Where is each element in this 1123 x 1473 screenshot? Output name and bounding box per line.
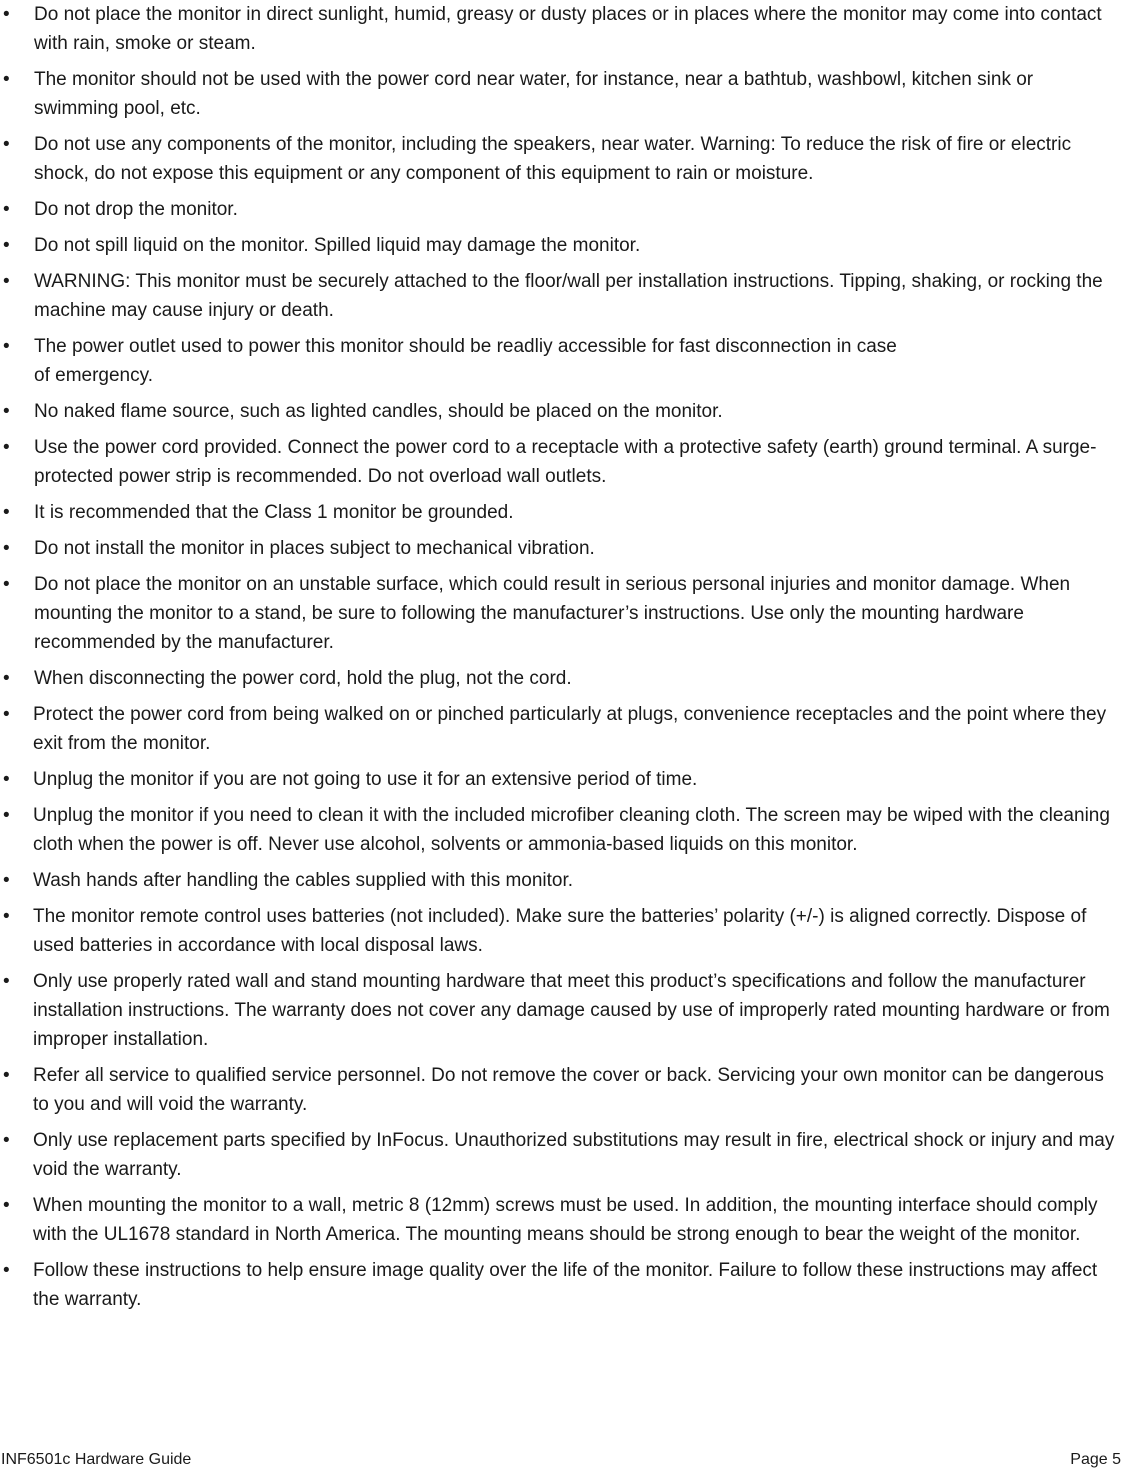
bullet-icon: • <box>3 805 10 826</box>
list-item <box>0 902 1123 960</box>
list-item-text: It is recommended that the Class 1 monitor be grounded. <box>34 502 514 523</box>
list-item-text: Do not spill liquid on the monitor. Spilled liquid may damage the monitor. <box>34 235 641 256</box>
list-item <box>0 866 1123 895</box>
bullet-icon: • <box>3 538 10 559</box>
list-item-text: Unplug the monitor if you are not going to use it for an extensive period of time. <box>33 769 698 790</box>
list-item-text: Use the power cord provided. Connect the power cord to a receptacle with a protective safety (earth) ground terminal. A surge-protected power strip is recommended. Do not overload wall outlets. <box>34 437 1097 487</box>
list-item-text: Only use replacement parts specified by InFocus. Unauthorized substitutions may result in fire, electrical shock or injury and may void the warranty. <box>33 1130 1115 1180</box>
list-item-text: Do not place the monitor on an unstable surface, which could result in serious personal injuries and monitor damage. When mounting the monitor to a stand, be sure to following the manufacturer’s instructions. Use only the mounting hardware recommended by the manufacturer. <box>34 574 1071 653</box>
bullet-icon: • <box>3 668 10 689</box>
bullet-icon: • <box>3 271 10 292</box>
list-item <box>0 1126 1123 1184</box>
list-item <box>0 700 1123 758</box>
list-item <box>0 267 1123 325</box>
list-item-text: WARNING: This monitor must be securely attached to the floor/wall per installation instructions. Tipping, shaking, or rocking the machine may cause injury or death. <box>34 271 1103 321</box>
list-item-text: Protect the power cord from being walked on or pinched particularly at plugs, convenience receptacles and the point where they exit from the monitor. <box>33 704 1107 754</box>
list-item <box>0 65 1123 123</box>
page-number: Page 5 <box>1070 1451 1121 1468</box>
bullet-icon: • <box>3 1130 10 1151</box>
list-item <box>0 195 1123 224</box>
bullet-icon: • <box>3 971 10 992</box>
list-item-text: When disconnecting the power cord, hold the plug, not the cord. <box>34 668 572 689</box>
list-item-text: When mounting the monitor to a wall, metric 8 (12mm) screws must be used. In addition, the mounting interface should comply with the UL1678 standard in North America. The mounting means should be strong enough to bear the weight of the monitor. <box>33 1195 1098 1245</box>
bullet-icon: • <box>3 574 10 595</box>
list-item-text: No naked flame source, such as lighted candles, should be placed on the monitor. <box>34 401 723 422</box>
list-item-text: The monitor remote control uses batteries (not included). Make sure the batteries’ polarity (+/-) is aligned correctly. Dispose of used batteries in accordance with local disposal laws. <box>33 906 1087 956</box>
list-item <box>0 765 1123 794</box>
list-item-text: Follow these instructions to help ensure image quality over the life of the monitor. Failure to follow these instructions may affect the warranty. <box>33 1260 1098 1310</box>
bullet-icon: • <box>3 769 10 790</box>
page-footer <box>0 1447 1123 1473</box>
list-item <box>0 1256 1123 1314</box>
list-item <box>0 231 1123 260</box>
bullet-icon: • <box>3 235 10 256</box>
list-item <box>0 130 1123 188</box>
bullet-icon: • <box>3 69 10 90</box>
list-item-continuation: of emergency. <box>34 365 153 386</box>
bullet-icon: • <box>3 1260 10 1281</box>
bullet-icon: • <box>3 502 10 523</box>
bullet-icon: • <box>3 906 10 927</box>
list-item-text: Only use properly rated wall and stand mounting hardware that meet this product’s specifications and follow the manufacturer installation instructions. The warranty does not cover any damage caused by use of improperly rated mounting hardware or from improper installation. <box>33 971 1110 1050</box>
list-item <box>0 967 1123 1054</box>
bullet-icon: • <box>3 1065 10 1086</box>
list-item-text: The monitor should not be used with the power cord near water, for instance, near a bathtub, washbowl, kitchen sink or swimming pool, etc. <box>34 69 1034 119</box>
list-item-text: Refer all service to qualified service personnel. Do not remove the cover or back. Servicing your own monitor can be dangerous to you and will void the warranty. <box>33 1065 1104 1115</box>
list-item <box>0 498 1123 527</box>
list-item <box>0 534 1123 563</box>
bullet-icon: • <box>3 134 10 155</box>
list-item-text: Wash hands after handling the cables supplied with this monitor. <box>33 870 574 891</box>
list-item <box>0 0 1123 58</box>
list-item <box>0 332 1123 390</box>
bullet-icon: • <box>3 1195 10 1216</box>
list-item <box>0 1061 1123 1119</box>
bullet-icon: • <box>3 401 10 422</box>
bullet-icon: • <box>3 704 10 725</box>
list-item-text: Do not place the monitor in direct sunlight, humid, greasy or dusty places or in places where the monitor may come into contact with rain, smoke or steam. <box>34 4 1102 54</box>
bullet-icon: • <box>3 199 10 220</box>
list-item-text: Do not install the monitor in places subject to mechanical vibration. <box>34 538 595 559</box>
list-item <box>0 1191 1123 1249</box>
list-item <box>0 664 1123 693</box>
list-item <box>0 433 1123 491</box>
list-item-text: The power outlet used to power this monitor should be readliy accessible for fast disconnection in case <box>34 336 897 357</box>
bullet-icon: • <box>3 870 10 891</box>
list-item-text: Do not use any components of the monitor, including the speakers, near water. Warning: To reduce the risk of fire or electric shock, do not expose this equipment or any component of this equipment to rain or moisture. <box>34 134 1072 184</box>
bullet-icon: • <box>3 336 10 357</box>
list-item <box>0 801 1123 859</box>
list-item-text: Unplug the monitor if you need to clean it with the included microfiber cleaning cloth. The screen may be wiped with the cleaning cloth when the power is off. Never use alcohol, solvents or ammonia-based liquids on this monitor. <box>33 805 1110 855</box>
list-item <box>0 570 1123 657</box>
guide-title: INF6501c Hardware Guide <box>1 1451 192 1468</box>
list-item <box>0 397 1123 426</box>
list-item-text: Do not drop the monitor. <box>34 199 238 220</box>
bullet-icon: • <box>3 4 10 25</box>
bullet-icon: • <box>3 437 10 458</box>
